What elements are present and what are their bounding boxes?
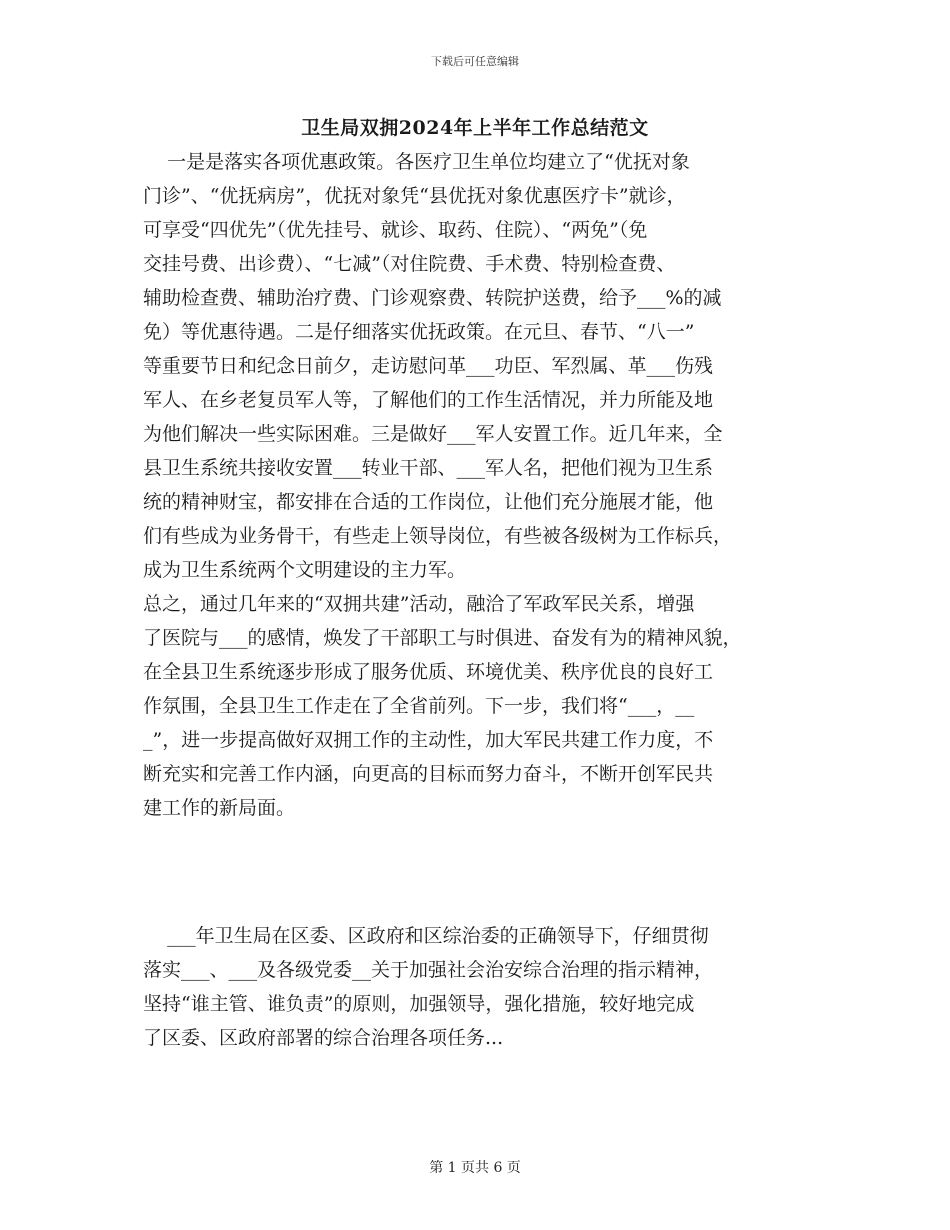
page-footer: 第 1 页共 6 页	[429, 1160, 521, 1176]
text-line: 门诊”、“优抚病房”，优抚对象凭“县优抚对象优惠医疗卡”就诊，	[143, 185, 686, 207]
document-title: 卫生局双拥2024年上半年工作总结范文	[301, 117, 649, 139]
text-line: 军人、在乡老复员军人等，了解他们的工作生活情况，并力所能及地	[143, 389, 714, 411]
text-line: 了区委、区政府部署的综合治理各项任务...	[143, 1027, 504, 1049]
text-line: 县卫生系统共接收安置___转业干部、___军人名，把他们视为卫生系	[143, 457, 714, 479]
text-line: 成为卫生系统两个文明建设的主力军。	[143, 559, 467, 581]
body-paragraph-1	[143, 145, 813, 825]
text-line: 交挂号费、出诊费）、“七减”（对住院费、手术费、特别检查费、	[143, 253, 676, 275]
text-line: 总之，通过几年来的“双拥共建”活动，融洽了军政军民关系，增强	[143, 593, 695, 615]
body-paragraph-2	[143, 919, 813, 1055]
text-line: 可享受“四优先”（优先挂号、就诊、取药、住院）、“两免”（免	[143, 219, 648, 241]
header-note: 下载后可任意编辑	[431, 55, 519, 68]
text-line: 们有些成为业务骨干，有些走上领导岗位，有些被各级树为工作标兵，	[143, 525, 733, 547]
text-line: 一是是落实各项优惠政策。各医疗卫生单位均建立了“优抚对象	[143, 151, 690, 173]
text-line: 辅助检查费、辅助治疗费、门诊观察费、转院护送费，给予___%的减	[143, 287, 722, 309]
text-line: 断充实和完善工作内涵，向更高的目标而努力奋斗，不断开创军民共	[143, 763, 714, 785]
text-line: 落实___、___及各级党委__关于加强社会治安综合治理的指示精神，	[143, 959, 714, 981]
text-line: 坚持“谁主管、谁负责”的原则，加强领导，强化措施，较好地完成	[143, 993, 695, 1015]
text-line: 在全县卫生系统逐步形成了服务优质、环境优美、秩序优良的良好工	[143, 661, 714, 683]
text-line: 为他们解决一些实际困难。三是做好___军人安置工作。近几年来，全	[143, 423, 723, 445]
text-line: 了医院与___的感情，焕发了干部职工与时俱进、奋发有为的精神风貌，	[143, 627, 742, 649]
text-line: _”，进一步提高做好双拥工作的主动性，加大军民共建工作力度，不	[143, 729, 714, 751]
text-line: ___年卫生局在区委、区政府和区综治委的正确领导下，仔细贯彻	[143, 925, 709, 947]
text-line: 建工作的新局面。	[143, 797, 296, 819]
text-line: 免）等优惠待遇。二是仔细落实优抚政策。在元旦、春节、“八一”	[143, 321, 695, 343]
text-line: 等重要节日和纪念日前夕，走访慰问革___功臣、军烈属、革___伤残	[143, 355, 714, 377]
text-line: 统的精神财宝，都安排在合适的工作岗位，让他们充分施展才能，他	[143, 491, 714, 513]
text-line: 作氛围，全县卫生工作走在了全省前列。下一步，我们将“___，__	[143, 695, 695, 717]
